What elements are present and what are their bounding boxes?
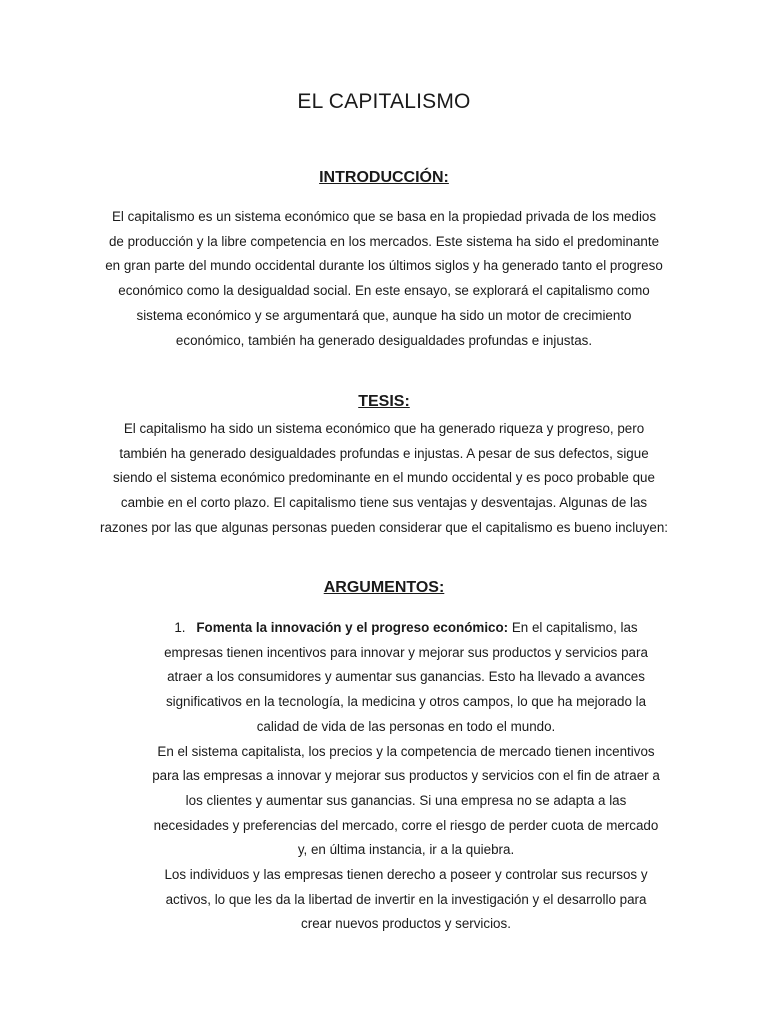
- intro-paragraph: El capitalismo es un sistema económico que se basa en la propiedad privada de los medios de producción y la libre competencia en los mercados. Este sistema ha sido el predominante en gran parte del mundo occidental durante los últimos siglos y ha generado tanto el progreso económico como la desigualdad social. En este ensayo, se explorará el capitalismo como sistema económico y se argumentará que, aunque ha sido un motor de crecimiento económico, también ha generado desigualdades profundas e injustas.: [105, 209, 663, 348]
- argument-paragraph-3: Los individuos y las empresas tienen derecho a poseer y controlar sus recursos y activos, lo que les da la libertad de invertir en la investigación y el desarrollo para crear nuevos productos y servicios.: [164, 867, 648, 932]
- tesis-heading: TESIS:: [358, 393, 410, 410]
- argumentos-heading: ARGUMENTOS:: [323, 579, 445, 596]
- argument-lead: Fomenta la innovación y el progreso económico:: [196, 620, 509, 635]
- document-title: EL CAPITALISMO: [297, 90, 471, 113]
- tesis-paragraph: El capitalismo ha sido un sistema económico que ha generado riqueza y progreso, pero también ha generado desigualdades profundas e injustas. A pesar de sus defectos, sigue siendo el sistema económico predominante en el mundo occidental y es poco probable que cambie en el corto plazo. El capitalismo tiene sus ventajas y desventajas. Algunas de las razones por las que algunas personas pueden considerar que el capitalismo es bueno incluyen:: [100, 421, 668, 535]
- intro-heading: INTRODUCCIÓN:: [319, 169, 449, 186]
- argument-paragraph-2: En el sistema capitalista, los precios y la competencia de mercado tienen incentivos para las empresas a innovar y mejorar sus productos y servicios con el fin de atraer a los clientes y aumentar sus ganancias. Si una empresa no se adapta a las necesidades y preferencias del mercado, corre el riesgo de perder cuota de mercado y, en última instancia, ir a la quiebra.: [152, 743, 660, 858]
- argument-text: En el capitalismo, las empresas tienen incentivos para innovar y mejorar sus productos y servicios para atraer a los consumidores y aumentar sus ganancias. Esto ha llevado a avances significativos en la tecnología, la medicina y otros campos, lo que ha mejorado la calidad de vida de las personas en todo el mundo.: [164, 620, 648, 734]
- argument-item-1: [150, 616, 662, 740]
- argument-list: [150, 616, 662, 937]
- argument-number: 1.: [174, 620, 186, 635]
